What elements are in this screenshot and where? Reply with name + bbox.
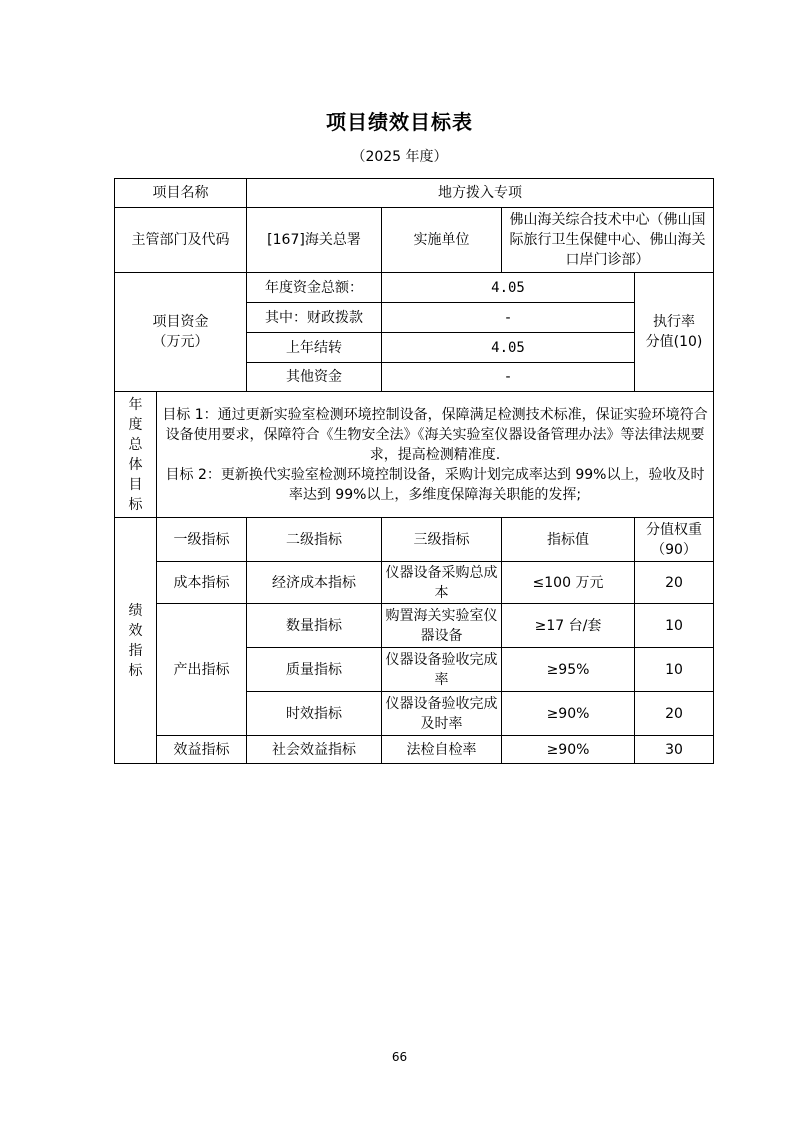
- benefit-indicator-row: [115, 736, 714, 764]
- cost-level3: 仪器设备采购总成本: [382, 562, 502, 604]
- execution-rate-line2: 分值(10): [645, 334, 703, 350]
- output-quantity-weight: 10: [635, 604, 714, 648]
- benefit-level3: 法检自检率: [382, 736, 502, 764]
- benefit-level2: 社会效益指标: [247, 736, 382, 764]
- funds-row-total: [115, 273, 714, 303]
- output-quality-level2: 质量指标: [247, 648, 382, 692]
- cost-weight: 20: [635, 562, 714, 604]
- indicators-char: 指: [128, 642, 143, 659]
- project-name-label: 项目名称: [115, 179, 247, 208]
- goal-1-text: 目标 1：通过更新实验室检测环境控制设备，保障满足检测技术标准，保证实验环境符合设备使用要求，保障符合《生物安全法》《海关实验室仪器设备管理办法》等法律法规要求，提高检测精准度.: [162, 406, 708, 463]
- cost-level2: 经济成本指标: [247, 562, 382, 604]
- output-quality-weight: 10: [635, 648, 714, 692]
- output-level1: 产出指标: [157, 604, 247, 736]
- indicators-char: 标: [128, 662, 143, 679]
- output-timeliness-level3: 仪器设备验收完成及时率: [382, 692, 502, 736]
- funds-label: [115, 273, 247, 392]
- annual-goals-char: 体: [128, 456, 143, 473]
- indicators-label: [115, 518, 157, 764]
- funds-total-value: 4.05: [382, 273, 635, 303]
- output-timeliness-value: ≥90%: [502, 692, 635, 736]
- annual-goals-char: 标: [128, 496, 143, 513]
- funds-fiscal-value: -: [382, 303, 635, 333]
- funds-other-label: 其他资金: [247, 363, 382, 392]
- output-quantity-level2: 数量指标: [247, 604, 382, 648]
- implementer-value: 佛山海关综合技术中心（佛山国际旅行卫生保健中心、佛山海关口岸门诊部）: [502, 208, 714, 273]
- cost-value: ≤100 万元: [502, 562, 635, 604]
- header-level1: 一级指标: [157, 518, 247, 562]
- output-quantity-row: [115, 604, 714, 648]
- annual-goals-char: 目: [128, 476, 143, 493]
- output-timeliness-level2: 时效指标: [247, 692, 382, 736]
- header-weight: 分值权重（90）: [635, 518, 714, 562]
- funds-carryover-label: 上年结转: [247, 333, 382, 363]
- output-timeliness-weight: 20: [635, 692, 714, 736]
- funds-other-value: -: [382, 363, 635, 392]
- performance-goal-table: [114, 178, 714, 764]
- funds-total-label: 年度资金总额：: [247, 273, 382, 303]
- cost-level1: 成本指标: [157, 562, 247, 604]
- department-value: [167]海关总署: [247, 208, 382, 273]
- department-row: [115, 208, 714, 273]
- project-name-value: 地方拨入专项: [247, 179, 714, 208]
- annual-goals-label: [115, 392, 157, 518]
- output-quality-level3: 仪器设备验收完成率: [382, 648, 502, 692]
- indicators-char: 绩: [128, 602, 143, 619]
- document-title: 项目绩效目标表: [326, 110, 473, 134]
- annual-goals-char: 年: [128, 396, 143, 413]
- header-level2: 二级指标: [247, 518, 382, 562]
- document-subtitle: （2025 年度）: [351, 149, 448, 165]
- implementer-label: 实施单位: [382, 208, 502, 273]
- funds-carryover-value: 4.05: [382, 333, 635, 363]
- indicator-header-row: [115, 518, 714, 562]
- funds-label-line2: （万元）: [152, 334, 209, 350]
- goal-2-text: 目标 2：更新换代实验室检测环境控制设备，采购计划完成率达到 99%以上，验收及时率达到 99%以上，多维度保障海关职能的发挥;: [165, 466, 705, 503]
- department-label: 主管部门及代码: [115, 208, 247, 273]
- annual-goals-char: 总: [128, 436, 143, 453]
- benefit-weight: 30: [635, 736, 714, 764]
- benefit-level1: 效益指标: [157, 736, 247, 764]
- execution-rate-line1: 执行率: [653, 314, 695, 330]
- annual-goals-row: [115, 392, 714, 518]
- annual-goals-char: 度: [128, 416, 143, 433]
- page-number: 66: [391, 1050, 408, 1064]
- output-quality-value: ≥95%: [502, 648, 635, 692]
- project-name-row: [115, 179, 714, 208]
- funds-label-line1: 项目资金: [152, 314, 209, 330]
- benefit-value: ≥90%: [502, 736, 635, 764]
- execution-rate-cell: [635, 273, 714, 392]
- cost-indicator-row: [115, 562, 714, 604]
- header-value: 指标值: [502, 518, 635, 562]
- output-quantity-value: ≥17 台/套: [502, 604, 635, 648]
- indicators-char: 效: [128, 622, 143, 639]
- output-quantity-level3: 购置海关实验室仪器设备: [382, 604, 502, 648]
- annual-goals-text: [157, 392, 714, 518]
- funds-fiscal-label: 其中：财政拨款: [247, 303, 382, 333]
- header-level3: 三级指标: [382, 518, 502, 562]
